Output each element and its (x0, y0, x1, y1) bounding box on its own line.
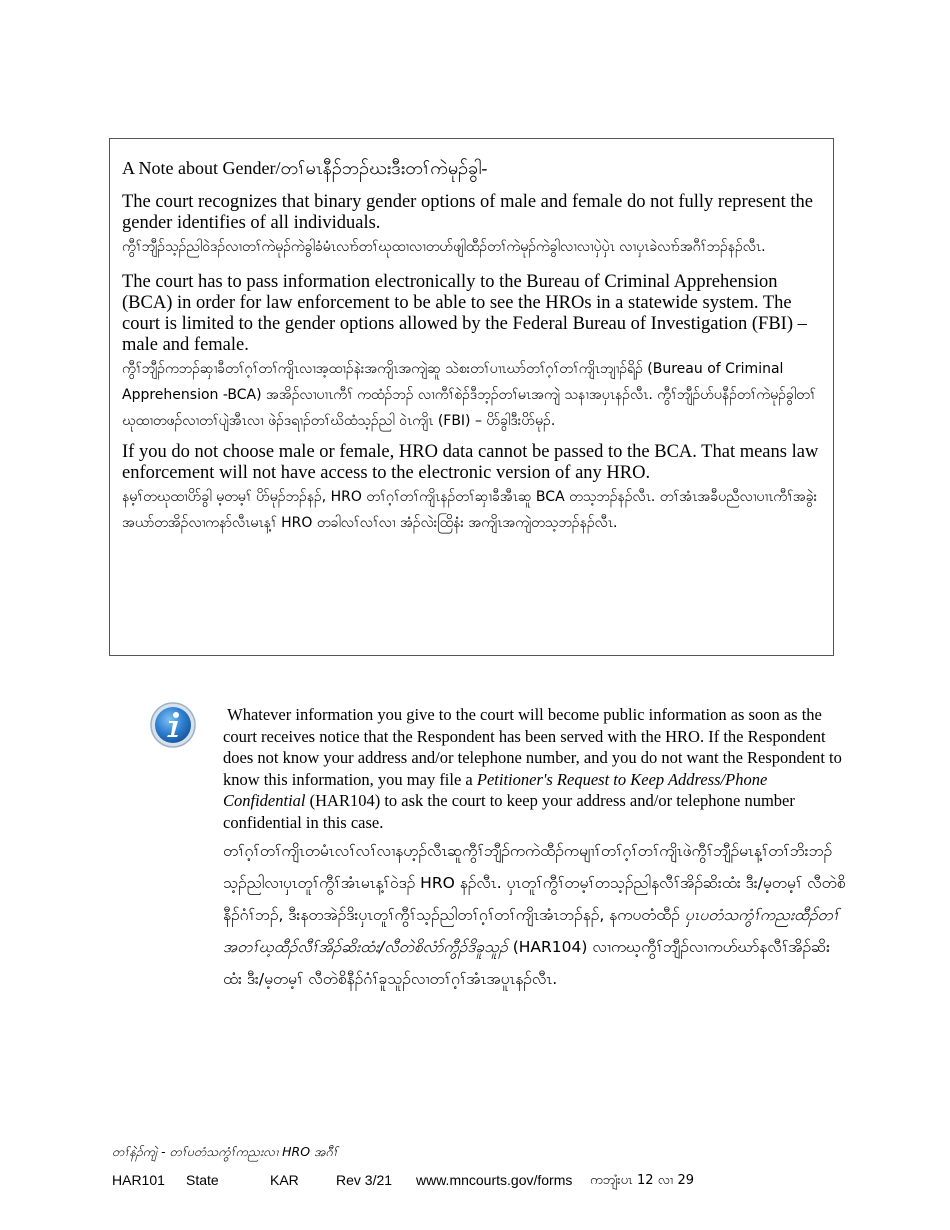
gender-note-p1-en: The court recognizes that binary gender options of male and female do not fully represent the gender identifies of all individuals. (122, 192, 813, 233)
footer-form-number: HAR101 (112, 1172, 165, 1188)
footer-state: State (186, 1172, 219, 1188)
info-text-kar-part2: (HAR104) လၢကဃ့ကွီၢ်ဘျီၣ်လၢကဟ်ဃာ်နလီၢ်အိၣ်ဆိးထံး ဒီး/မ့တမ့ၢ် လီတဲစိနီၣ်ဂံၢ်ခူသူၣ်လၢတၢ်ဂ့ၢ်အံၤအပူၤနၣ်လီၤ. (223, 938, 831, 988)
gender-note-p3-en: If you do not choose male or female, HRO data cannot be passed to the BCA. That means law enforcement will not have access to the electronic version of any HRO. (122, 442, 819, 483)
info-block (223, 704, 848, 995)
info-text-en (223, 704, 848, 833)
gender-note-box (109, 138, 834, 656)
gender-note-p2-en: The court has to pass information electronically to the Bureau of Criminal Apprehension (BCA) in order for law enforcement to be able to see the HROs in a statewide system. The court is limited to the gender options allowed by the Federal Bureau of Investigation (FBI) – male and female. (122, 272, 807, 355)
info-text-kar-part1: တၢ်ဂ့ၢ်တၢ်ကျိၤတမံၤလၢ်လၢ်လၢနဟ့ၣ်လီၤဆူကွီၢ်ဘျီၣ်ကကဲထီၣ်ကမျၢၢ်တၢ်ဂ့ၢ်တၢ်ကျိၤဖဲကွီၢ်ဘျီၣ်မၤန့ၢ်တၢ်ဘိးဘၣ်သ့ၣ်ညါလၢပှၤတူၢ်ကွီၢ်အံၤမၤန့ၢ်ဝဲဒၣ် HRO နၣ်လီၤ. ပှၤတူၢ်ကွီၢ်တမ့ၢ်တသ့ၣ်ညါနလီၢ်အိၣ်ဆိးထံး ဒီး/မ့တမ့ၢ် လီတဲစိနီၣ်ဂံၢ်ဘၣ်, ဒီးနတအဲၣ်ဒိးပှၤတူၢ်ကွီၢ်သ့ၣ်ညါတၢ်ဂ့ၢ်တၢ်ကျိၤအံၤဘၣ်နၣ်, နကပတံထီၣ် (223, 842, 846, 924)
gender-note-p1-kar: ကွီၢ်ဘျီၣ်သ့ၣ်ညါဝဲဒၣ်လၢတၢ်ကဲမုၣ်ကဲခွါခံမံၤလၢာ်တၢ်ဃုထၢလၢတဟ်ဖျါထီၣ်တၢ်ကဲမုၣ်ကဲခွါလၢလၢပှဲပှဲၤ လၢပှၤခဲလၢာ်အဂီၢ်ဘၣ်နၣ်လီၤ. (122, 239, 766, 255)
footer-url: www.mncourts.gov/forms (416, 1172, 573, 1188)
info-text-en-part2: (HAR104) to ask the court to keep your address and/or telephone number confidential in this case. (223, 791, 795, 832)
footer-revision: Rev 3/21 (336, 1172, 393, 1188)
gender-note-title: A Note about Gender/တၢ်မၤနီၣ်ဘၣ်ဃးဒီးတၢ်ကဲမုၣ်ခွါ- (122, 158, 488, 178)
footer-title: တၢ်နဲၣ်ကျဲ - တၢ်ပတံသကွံၢ်ကညးလၢ HRO အဂီၢ် (112, 1144, 338, 1159)
gender-note-p2-kar: ကွီၢ်ဘျီၣ်ကဘၣ်ဆှၢခီတၢ်ဂ့ၢ်တၢ်ကျိၤလၢအ့ထၢၣ်နဲးအကျိၤအကျဲဆူ သဲစးတၢ်ပၢၤဃာ်တၢ်ဂ့ၢ်တၢ်ကျိၤဘျၢၣ်ရိၣ် (Bureau of Criminal Apprehension -BCA) အအိၣ်လၢပၢၤကီၢ် ကထံၣ်ဘၣ် လၢကီၢ်စဲၣ်ဒီဘ့ၣ်တၢ်မၤအကျဲ သနၢအပှၤနၣ်လီၤ. ကွီၢ်ဘျီၣ်ဟ်ပနီၣ်တၢ်ကဲမုၣ်ခွါတၢ်ဃုထၢတဖၣ်လၢတၢ်ပျဲအီၤလၢ ဖဲၣ်ဒရၢၣ်တၢ်ဃိထံသ့ၣ်ညါ ဝဲၤကျိၤ (FBI) – ပိာ်ခွါဒီးပိာ်မုၣ်. (122, 361, 816, 429)
har104-form-title: Petitioner's Request to Keep Address/Phone Confidential (223, 769, 768, 810)
info-text-kar (223, 835, 848, 995)
gender-note-p3-kar: နမ့ၢ်တဃုထၢပိာ်ခွါ မ့တမ့ၢ် ပိာ်မုၣ်ဘၣ်နၣ်, HRO တၢ်ဂ့ၢ်တၢ်ကျိၤနၣ်တၢ်ဆှၢခီအီၤဆူ BCA တသ့ဘၣ်နၣ်လီၤ. တၢ်အံၤအခီပညီလၢပၢၤကီၢ်အခွဲးအယာ်တအိၣ်လၢကနာ်လီၤမၤန့ၢ် HRO တခါလၢ်လၢ်လၢ အံၣ်လဲးထြိနံး အကျိၤအကျဲတသ့ဘၣ်နၣ်လီၤ. (122, 489, 818, 531)
footer-page-number: ကဘျံးပၤ 12 လၢ 29 (590, 1173, 694, 1188)
footer-language: KAR (270, 1172, 299, 1188)
info-text-en-part1: Whatever information you give to the court will become public information as soon as the court receives notice that the Respondent has been served with the HRO. If the Respondent does not know your address and/or telephone number, and you do not want the Respondent to know this information, you may file a (223, 705, 842, 789)
har104-form-title-kar: ပှၤပတံသကွံၢ်ကညးထီၣ်တၢ် အတၢ်ဃ့ထီၣ်လီၢ်အိၣ်ဆိးထံး/လီတဲစိလံာ်ကွီၣ်ဒိခူသူၣ် (223, 906, 840, 956)
footer-line (112, 1172, 694, 1191)
info-icon (150, 702, 196, 748)
